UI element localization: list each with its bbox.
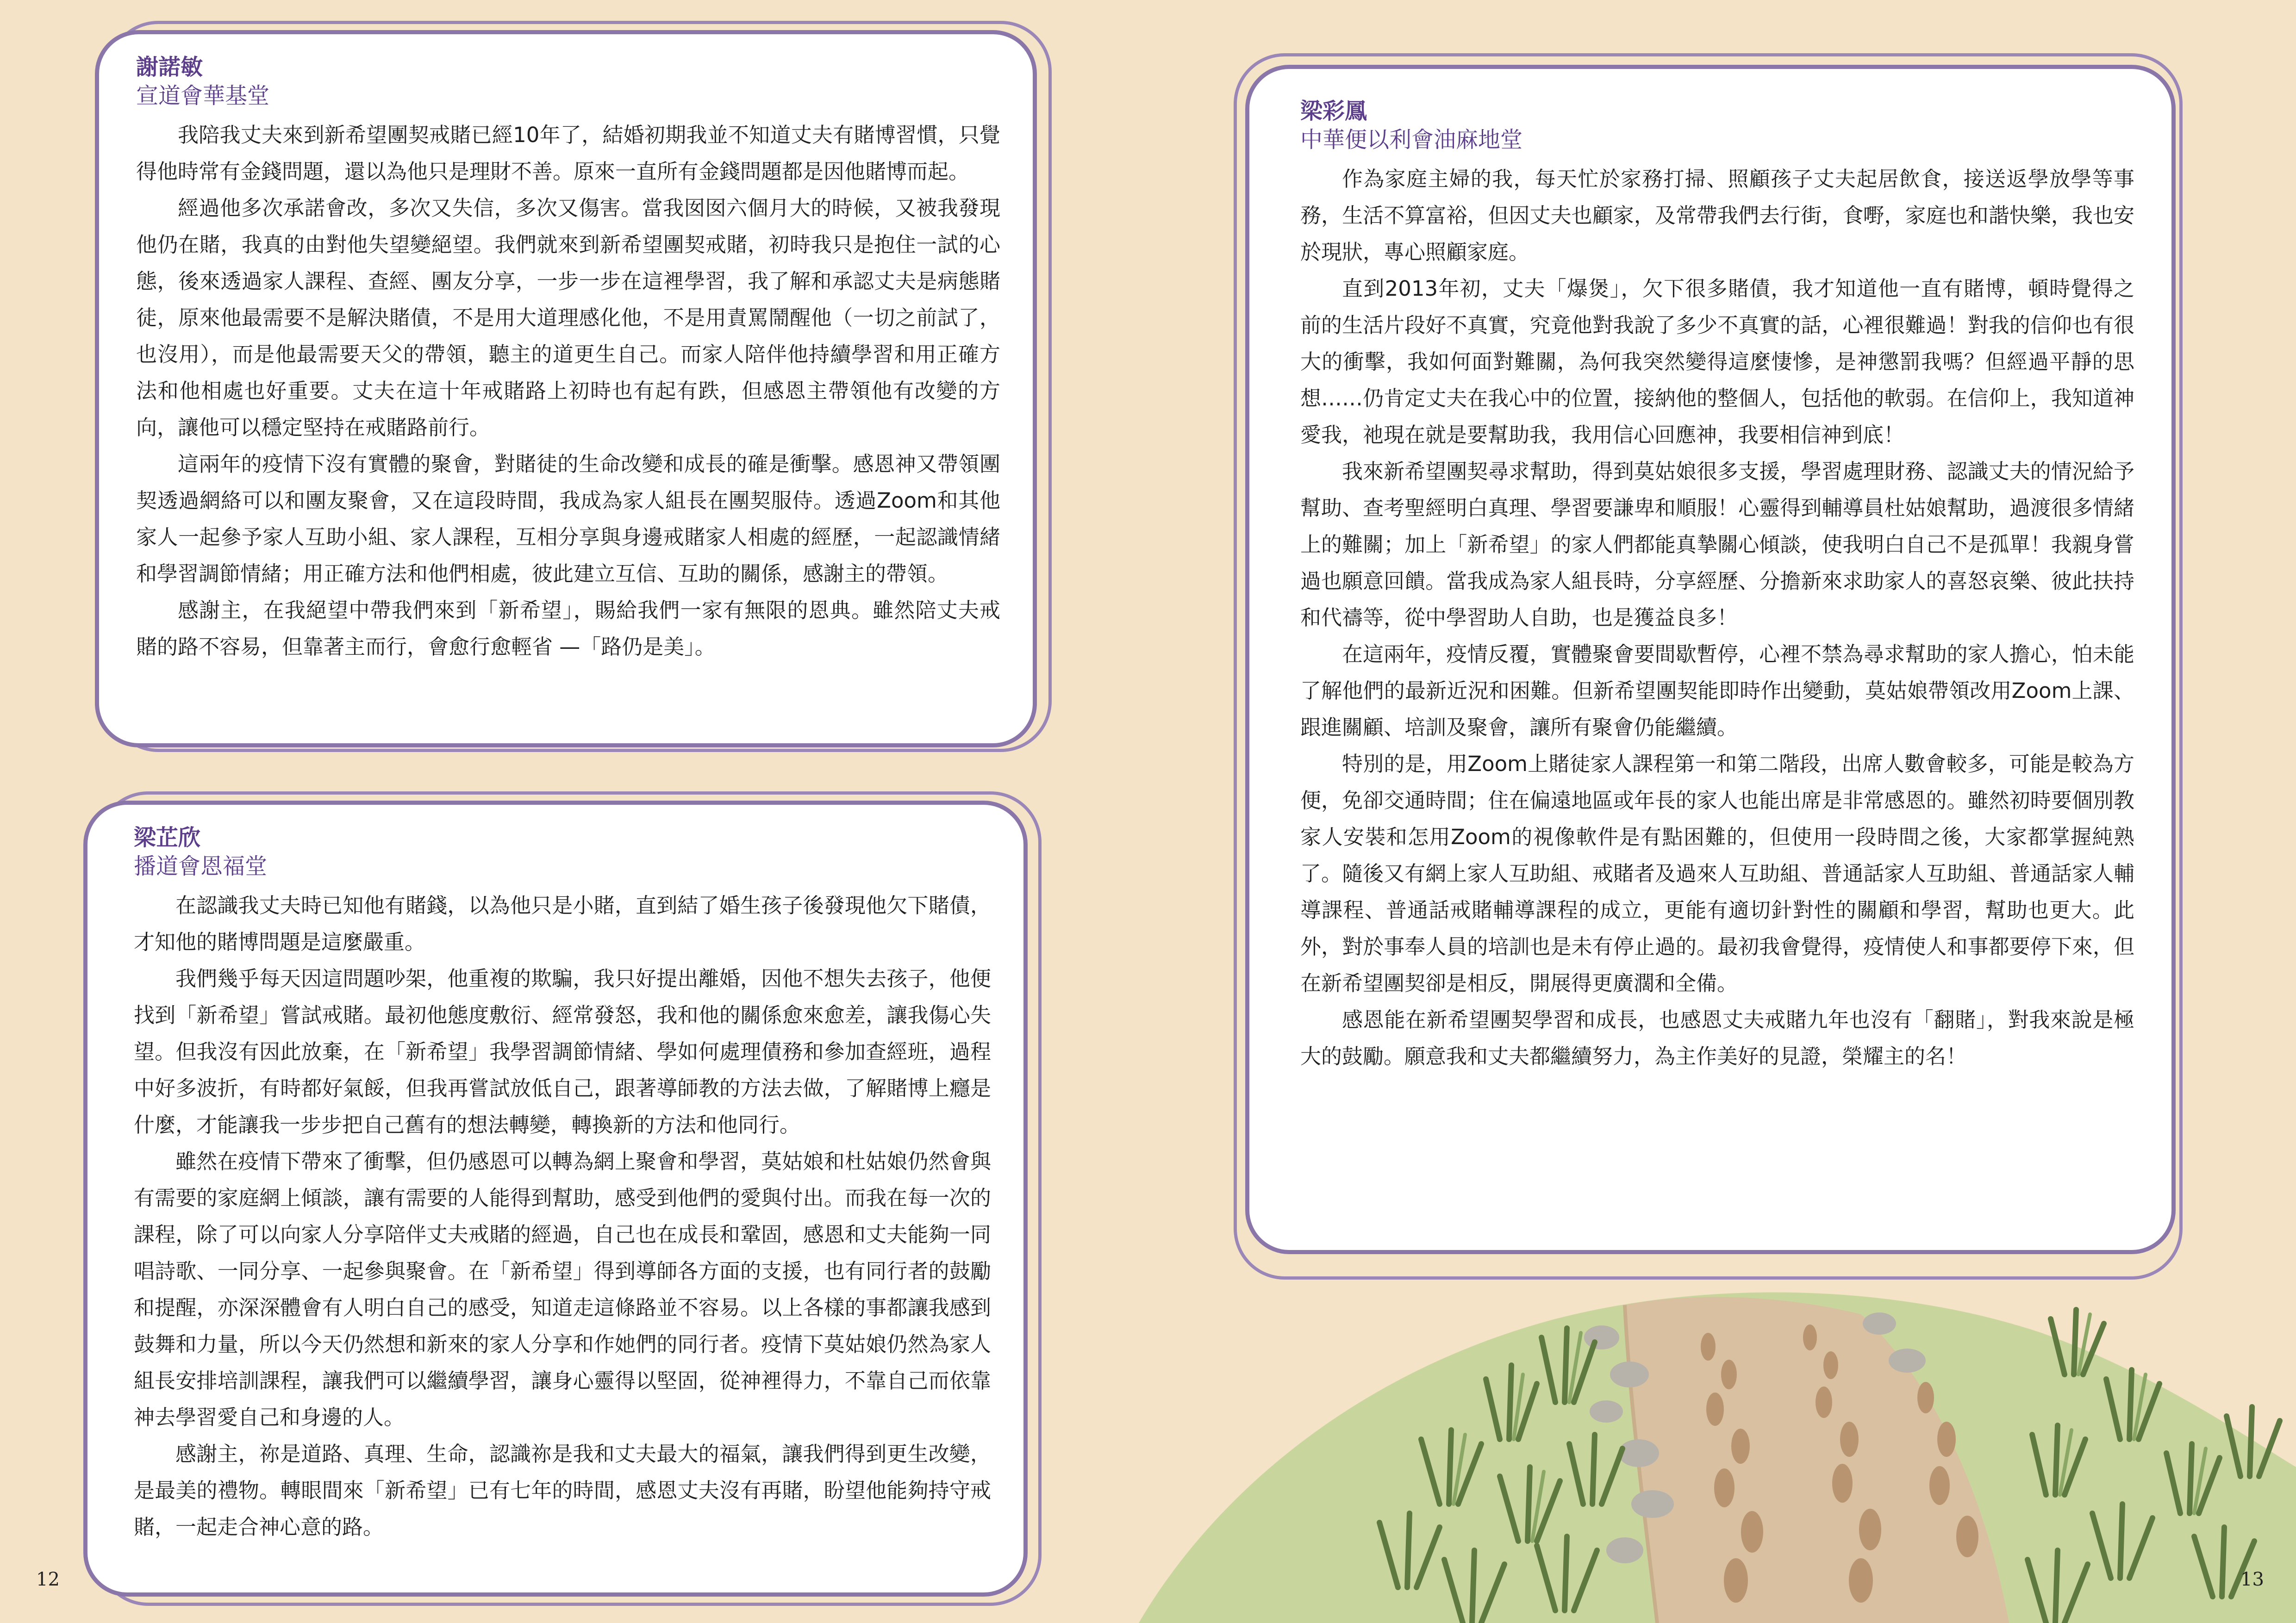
church-name: 中華便以利會油麻地堂 <box>1300 127 1523 153</box>
paragraph: 特別的是，用Zoom上賭徒家人課程第一和第二階段，出席人數會較多，可能是較為方便，免卻交通時間；住在偏遠地區或年長的家人也能出席是非常感恩的。雖然初時要個別教家人安裝和怎用Zoom的視像軟件是有點困難的，但使用一段時間之後，大家都掌握純熟了。隨後又有網上家人互助組、戒賭者及過來人互助組、普通話家人互助組、普通話家人輔導課程、普通話戒賭輔導課程的成立，更能有適切針對性的關顧和學習，幫助也更大。此外，對於事奉人員的培訓也是未有停止過的。最初我會覺得，疫情使人和事都要停下來，但在新希望團契卻是相反，開展得更廣濶和全備。 <box>1300 752 2134 995</box>
author-name: 梁彩鳳 <box>1300 98 1367 124</box>
paragraph: 直到2013年初，丈夫「爆煲」，欠下很多賭債，我才知道他一直有賭博，頓時覺得之前的生活片段好不真實，究竟他對我說了多少不真實的話，心裡很難過！對我的信仰也有很大的衝擊，我如何面對難關，為何我突然變得這麼悽慘，是神懲罰我嗎？但經過平靜的思想……仍肯定丈夫在我心中的位置，接納他的整個人，包括他的軟弱。在信仰上，我知道神愛我，祂現在就是要幫助我，我用信心回應神，我要相信神到底！ <box>1300 276 2134 447</box>
paragraph: 在認識我丈夫時已知他有賭錢，以為他只是小賭，直到結了婚生孩子後發現他欠下賭債，才知他的賭博問題是這麼嚴重。 <box>134 893 991 954</box>
church-name: 播道會恩福堂 <box>134 853 268 879</box>
paragraph: 感謝主，在我絕望中帶我們來到「新希望」，賜給我們一家有無限的恩典。雖然陪丈夫戒賭的路不容易，但靠著主而行，會愈行愈輕省 —「路仍是美」。 <box>136 598 1000 659</box>
paragraph: 感恩能在新希望團契學習和成長，也感恩丈夫戒賭九年也沒有「翻賭」，對我來說是極大的鼓勵。願意我和丈夫都繼續努力，為主作美好的見證，榮耀主的名！ <box>1300 1007 2134 1069</box>
paragraph: 雖然在疫情下帶來了衝擊，但仍感恩可以轉為網上聚會和學習，莫姑娘和杜姑娘仍然會與有需要的家庭網上傾談，讓有需要的人能得到幫助，感受到他們的愛與付出。而我在每一次的課程，除了可以向家人分享陪伴丈夫戒賭的經過，自己也在成長和鞏固，感恩和丈夫能夠一同唱詩歌、一同分享、一起參與聚會。在「新希望」得到導師各方面的支援，也有同行者的鼓勵和提醒，亦深深體會有人明白自己的感受，知道走這條路並不容易。以上各樣的事都讓我感到鼓舞和力量，所以今天仍然想和新來的家人分享和作她們的同行者。疫情下莫姑娘仍然為家人組長安排培訓課程，讓我們可以繼續學習，讓身心靈得以堅固，從神裡得力，不靠自己而依靠神去學習愛自己和身邊的人。 <box>134 1149 991 1430</box>
paragraph: 我來新希望團契尋求幫助，得到莫姑娘很多支援，學習處理財務、認識丈夫的情況給予幫助、查考聖經明白真理、學習要謙卑和順服！心靈得到輔導員杜姑娘幫助，過渡很多情緒上的難關；加上「新希望」的家人們都能真摯關心傾談，使我明白自己不是孤單！我親身嘗過也願意回饋。當我成為家人組長時，分享經歷、分擔新來求助家人的喜怒哀樂、彼此扶持和代禱等，從中學習助人自助，也是獲益良多！ <box>1300 459 2134 630</box>
author-name: 梁芷欣 <box>134 825 201 851</box>
paragraph: 在這兩年，疫情反覆，實體聚會要間歇暫停，心裡不禁為尋求幫助的家人擔心，怕未能了解他們的最新近況和困難。但新希望團契能即時作出變動，莫姑娘帶領改用Zoom上課、跟進關顧、培訓及聚會，讓所有聚會仍能繼續。 <box>1300 642 2134 740</box>
author-name: 謝諾敏 <box>136 54 203 80</box>
page-number-left: 12 <box>36 1569 60 1590</box>
page-number-right: 13 <box>2240 1569 2264 1590</box>
paragraph: 這兩年的疫情下沒有實體的聚會，對賭徒的生命改變和成長的確是衝擊。感恩神又帶領團契透過網絡可以和團友聚會，又在這段時間，我成為家人組長在團契服侍。透過Zoom和其他家人一起參予家人互助小組、家人課程，互相分享與身邊戒賭家人相處的經歷，一起認識情緒和學習調節情緒；用正確方法和他們相處，彼此建立互信、互助的關係，感謝主的帶領。 <box>136 452 1000 586</box>
church-name: 宣道會華基堂 <box>136 83 270 109</box>
paragraph: 我們幾乎每天因這問題吵架，他重複的欺騙，我只好提出離婚，因他不想失去孩子，他便找到「新希望」嘗試戒賭。最初他態度敷衍、經常發怒，我和他的關係愈來愈差，讓我傷心失望。但我沒有因此放棄，在「新希望」我學習調節情緒、學如何處理債務和參加查經班，過程中好多波折，有時都好氣餒，但我再嘗試放低自己，跟著導師教的方法去做，了解賭博上癮是什麼，才能讓我一步步把自己舊有的想法轉變，轉換新的方法和他同行。 <box>134 966 991 1137</box>
testimony-card-2 <box>83 801 1028 1597</box>
paragraph: 經過他多次承諾會改，多次又失信，多次又傷害。當我囡囡六個月大的時候，又被我發現他仍在賭，我真的由對他失望變絕望。我們就來到新希望團契戒賭，初時我只是抱住一試的心態，後來透過家人課程、查經、團友分享，一步一步在這裡學習，我了解和承認丈夫是病態賭徒，原來他最需要不是解決賭債，不是用大道理感化他，不是用責罵鬧醒他（一切之前試了，也沒用），而是他最需要天父的帶領，聽主的道更生自己。而家人陪伴他持續學習和用正確方法和他相處也好重要。丈夫在這十年戒賭路上初時也有起有跌，但感恩主帶領他有改變的方向，讓他可以穩定堅持在戒賭路前行。 <box>136 196 1000 440</box>
testimony-card-1 <box>95 30 1037 747</box>
paragraph: 我陪我丈夫來到新希望團契戒賭已經10年了，結婚初期我並不知道丈夫有賭博習慣，只覺得他時常有金錢問題，還以為他只是理財不善。原來一直所有金錢問題都是因他賭博而起。 <box>136 123 1000 184</box>
paragraph: 作為家庭主婦的我，每天忙於家務打掃、照顧孩子丈夫起居飲食，接送返學放學等事務，生活不算富裕，但因丈夫也顧家，及常帶我們去行街，食嘢，家庭也和諧快樂，我也安於現狀，專心照顧家庭。 <box>1300 167 2134 264</box>
paragraph: 感謝主，祢是道路、真理、生命，認識祢是我和丈夫最大的福氣，讓我們得到更生改變，是最美的禮物。轉眼間來「新希望」已有七年的時間，感恩丈夫沒有再賭，盼望他能夠持守戒賭，一起走合神心意的路。 <box>134 1442 991 1539</box>
testimony-card-3 <box>1245 65 2176 1254</box>
